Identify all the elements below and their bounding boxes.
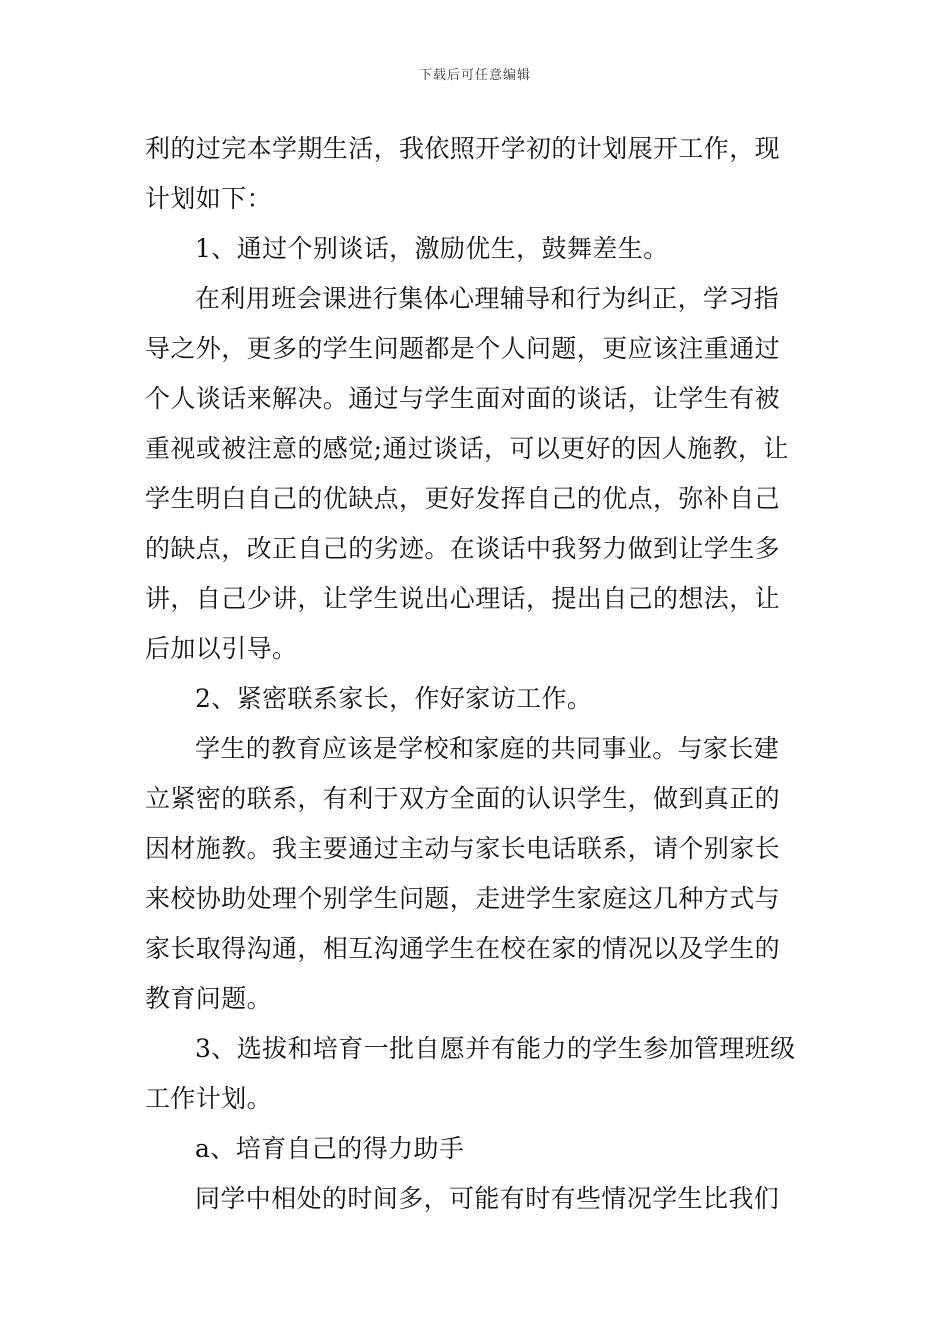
- text-line: 讲，自己少讲，让学生说出心理话，提出自己的想法，让: [145, 584, 781, 613]
- text-line: 来校协助处理个别学生问题，走进学生家庭这几种方式与: [145, 884, 781, 913]
- text-line: 1、通过个别谈话，激励优生，鼓舞差生。: [195, 234, 669, 263]
- text-line: 因材施教。我主要通过主动与家长电话联系，请个别家长: [145, 834, 781, 863]
- text-line: 的缺点，改正自己的劣迹。在谈话中我努力做到让学生多: [145, 534, 781, 563]
- text-line: 个人谈话来解决。通过与学生面对面的谈话，让学生有被: [145, 384, 781, 413]
- document-body: [145, 124, 815, 1224]
- text-line: 重视或被注意的感觉;通过谈话，可以更好的因人施教，让: [145, 434, 789, 463]
- text-line: 在利用班会课进行集体心理辅导和行为纠正，学习指: [195, 284, 780, 313]
- text-line: 教育问题。: [145, 984, 273, 1013]
- text-line: 同学中相处的时间多，可能有时有些情况学生比我们: [195, 1184, 780, 1213]
- text-line: a、培育自己的得力助手: [195, 1134, 465, 1163]
- text-line: 后加以引导。: [145, 634, 298, 663]
- text-line: 2、紧密联系家长，作好家访工作。: [195, 684, 593, 713]
- text-line: 3、选拔和培育一批自愿并有能力的学生参加管理班级: [195, 1034, 796, 1063]
- page-header: 下载后可任意编辑: [418, 68, 531, 83]
- text-line: 家长取得沟通，相互沟通学生在校在家的情况以及学生的: [145, 934, 781, 963]
- text-line: 立紧密的联系，有利于双方全面的认识学生，做到真正的: [145, 784, 781, 813]
- text-line: 学生明白自己的优缺点，更好发挥自己的优点，弥补自己: [145, 484, 781, 513]
- text-line: 导之外，更多的学生问题都是个人问题，更应该注重通过: [145, 334, 781, 363]
- text-line: 计划如下：: [145, 184, 273, 213]
- text-line: 学生的教育应该是学校和家庭的共同事业。与家长建: [195, 734, 780, 763]
- text-line: 利的过完本学期生活，我依照开学初的计划展开工作，现: [145, 134, 781, 163]
- text-line: 工作计划。: [145, 1084, 273, 1113]
